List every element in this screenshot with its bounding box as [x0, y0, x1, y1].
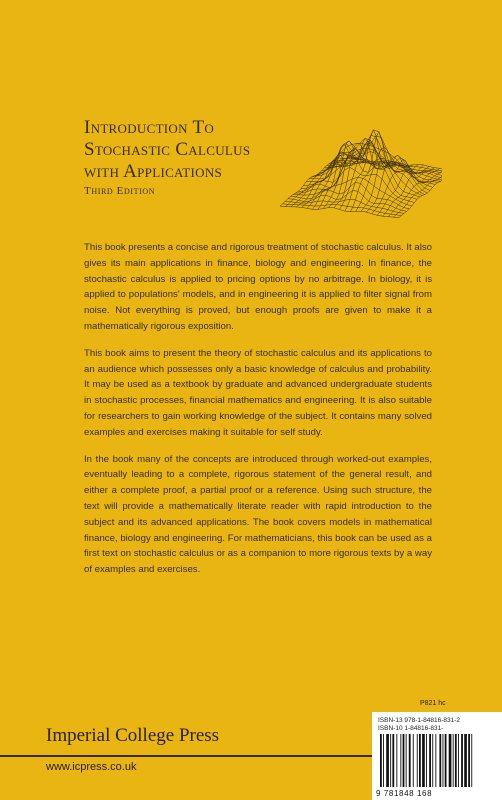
barcode-bar — [471, 734, 472, 787]
title-line-1: Introduction To — [84, 117, 215, 138]
publisher-name: Imperial College Press — [46, 725, 220, 746]
barcode-bar — [429, 734, 431, 787]
blurb-paragraph-3: In the book many of the concepts are introduced through worked-out examples, eventually leading to a complete, rigorous statement of the general result, and either a complete proof, a partial proof or a reference. Using such structure, the text will provide a mathematically literate reader with rapid introduction to the subject and its advanced applications. The book covers models in mathematical finance, biology and engineering. For mathematicians, this book can be used as a first text on stochastic calculus or as a companion to more rigorous texts by a way of examples and exercises. — [84, 453, 432, 576]
barcode-bar — [445, 734, 447, 787]
barcode-digits: 9 781848 168 — [376, 789, 433, 798]
barcode-bar — [396, 734, 397, 787]
barcode-bar — [400, 734, 401, 787]
isbn-10-label: ISBN-10 1-84816-831- — [378, 725, 444, 732]
barcode-bar — [390, 734, 391, 787]
barcode-panel — [372, 712, 502, 800]
price-code: P821 hc — [420, 700, 446, 707]
barcode-bar — [432, 734, 433, 787]
barcode-bar — [409, 734, 411, 787]
barcode-bar — [449, 734, 452, 787]
barcode-bar — [403, 734, 405, 787]
surface-mesh-line — [291, 159, 348, 207]
barcode-bar — [383, 734, 384, 787]
barcode-bar — [439, 734, 441, 787]
barcode-bar — [461, 734, 463, 787]
blurb-paragraph-1: This book presents a concise and rigorous treatment of stochastic calculus. It also gives its main applications in finance, biology and engineering. In finance, the stochastic calculus is applied to pricing options by no arbitrage. In biology, it is applied to populations' models, and in engineering it is applied to filter signal from noise. Not everything is proved, but enough proofs are given to make it a mathematically rigorous exposition. — [84, 242, 432, 332]
barcode-bar — [426, 734, 427, 787]
blurb-paragraph-2: This book aims to present the theory of stochastic calculus and its applications to an audience which possesses only a basic knowledge of calculus and probability. It may be used as a textbook by graduate and advanced undergraduate students in stochastic processes, financial mathematics and engineering. It is also suitable for researchers to gain working knowledge of the subject. It contains many solved examples and exercises making it suitable for self study. — [84, 347, 432, 438]
surface-mesh-line — [372, 166, 429, 213]
barcode-bar — [458, 734, 459, 787]
edition-label: Third Edition — [84, 185, 156, 197]
back-cover-blurb — [84, 240, 432, 589]
barcode-bar — [386, 734, 389, 787]
isbn-13-label: ISBN-13 978-1-84816-831-2 — [378, 717, 461, 724]
barcode-bar — [435, 734, 436, 787]
barcode-bar — [468, 734, 470, 787]
publisher-url: www.icpress.co.uk — [46, 761, 137, 773]
surface-plot-illustration — [272, 128, 442, 228]
publisher-divider — [0, 755, 372, 757]
barcode-bar — [413, 734, 414, 787]
barcode-bar — [464, 734, 467, 787]
barcode-bars — [378, 734, 496, 789]
barcode-bar — [453, 734, 454, 787]
barcode-bar — [443, 734, 444, 787]
surface-mesh-line — [323, 144, 380, 209]
surface-mesh-line — [303, 148, 422, 195]
surface-mesh-line — [399, 170, 442, 218]
barcode-bar — [419, 734, 421, 787]
surface-mesh-line — [383, 168, 440, 216]
barcode-bar — [380, 734, 382, 787]
barcode-bar — [455, 734, 457, 787]
title-line-3: with Applications — [84, 161, 223, 182]
barcode-bar — [392, 734, 394, 787]
surface-mesh-line — [356, 148, 413, 212]
barcode-bar — [417, 734, 418, 787]
barcode-bar — [422, 734, 425, 787]
title-line-2: Stochastic Calculus — [84, 139, 251, 160]
barcode-bar — [406, 734, 407, 787]
